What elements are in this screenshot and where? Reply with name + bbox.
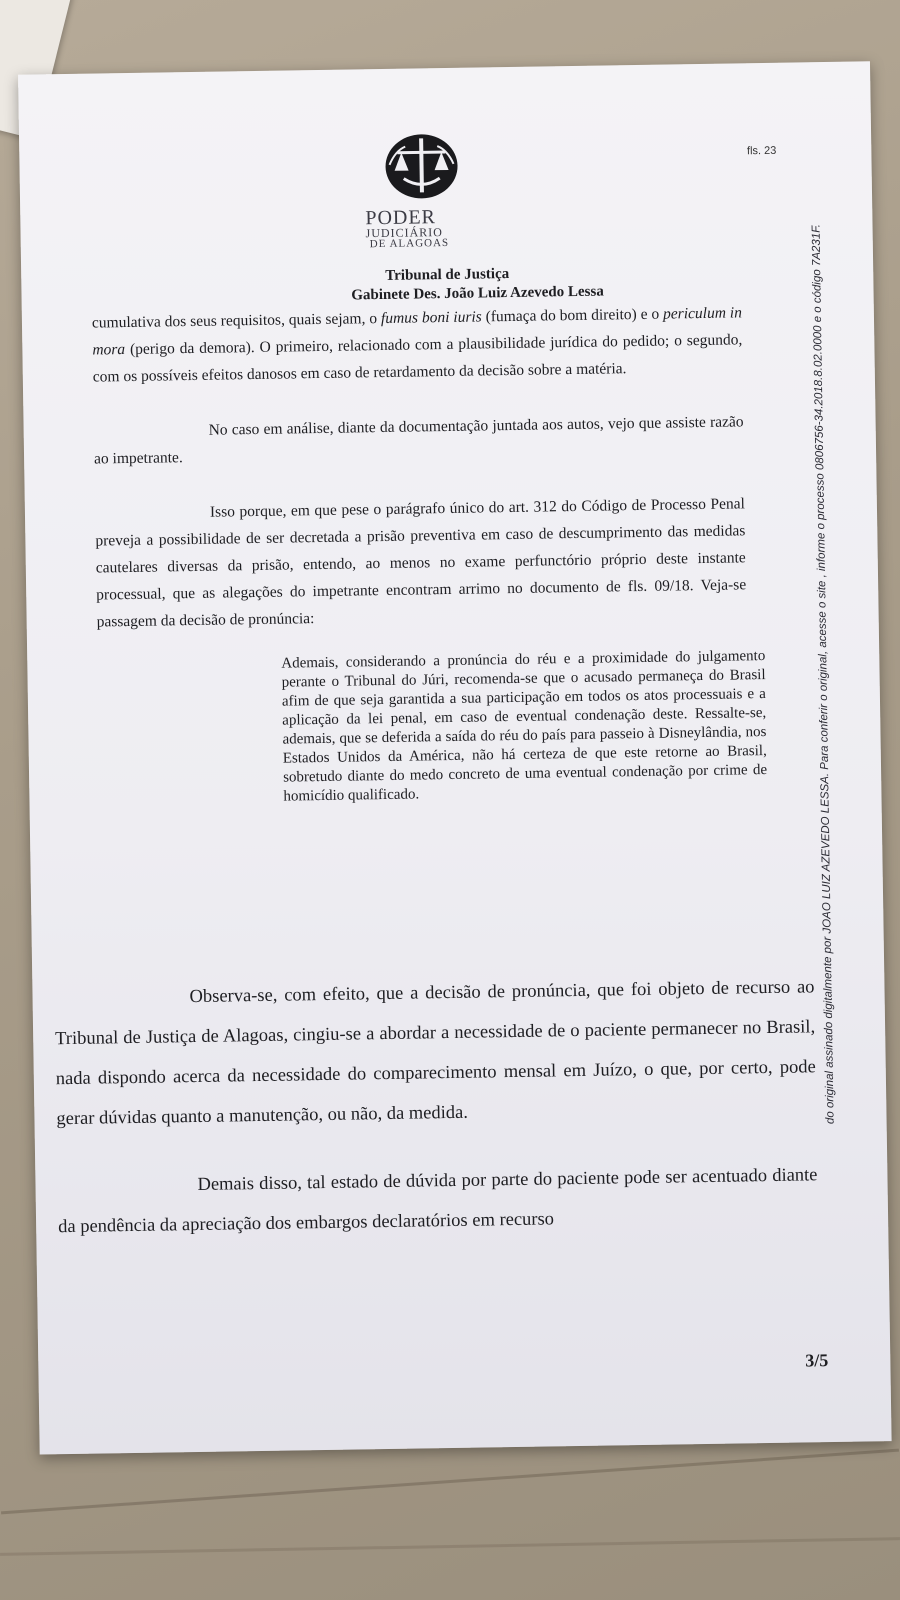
brand-line-judiciario: JUDICIÁRIO — [365, 225, 444, 241]
document-page — [18, 61, 892, 1454]
latin-term: fumus boni iuris — [380, 308, 482, 328]
document-body-continued — [54, 967, 818, 1247]
paragraph-observation: Observa-se, com efeito, que a decisão de pronúncia, que foi objeto de recurso ao Tribunal de Justiça de Alagoas, cingiu-se a abordar a necessidade de o paciente permanecer no Brasil, nada dispondo acerca da necessidade do comparecimento mensal em Juízo, o que, por certo, pode gerar dúvidas quanto a manutenção, ou não, da medida. — [55, 977, 816, 1130]
chamber-name: Gabinete Des. João Luiz Azevedo Lessa — [351, 283, 604, 304]
floor-tile-seam — [0, 1537, 900, 1556]
paragraph-text: (perigo da demora). O primeiro, relacionado com a plausibilidade jurídica do pedido; o segundo, com os possíveis efeitos danosos em caso de retardamento da decisão sobre a matéria. — [92, 331, 743, 386]
court-emblem-icon — [381, 130, 462, 201]
floor-tile-seam — [1, 1449, 899, 1515]
court-name: Tribunal de Justiça — [385, 266, 510, 284]
paragraph-text: (fumaça do bom direito) e o — [481, 305, 664, 326]
folio-number: fls. 23 — [746, 144, 777, 158]
block-quote: Ademais, considerando a pronúncia do réu e a proximidade do julgamento perante o Tribunal do Júri, recomenda-se que o acusado permaneça do Brasil afim de que seja garantida a sua participação em todos os atos processuais e a aplicação da lei penal, em caso de eventual condenação deste. Ressalte-se, ademais, que se deferida a saída do réu do país para passeio à Disneylândia, nos Estados Unidos da América, não há certeza de que este retorne ao Brasil, sobretudo diante do medo concreto de uma eventual condenação por crime de homicídio qualificado. — [281, 648, 768, 805]
brand-line-alagoas: DE ALAGOAS — [369, 237, 450, 251]
latin-term: periculum in mora — [92, 304, 743, 359]
paragraph-text: cumulativa dos seus requisitos, quais sejam, o — [91, 310, 382, 332]
paragraph-reasoning: Isso porque, em que pese o parágrafo único do art. 312 do Código de Processo Penal preveja a possibilidade de ser decretada a prisão preventiva em caso de descumprimento das medidas cautelares diversas da prisão, entendo, ao menos no exame perfunctório próprio deste instante processual, que as alegações do impetrante encontram arrimo no documento de fls. 09/18. Veja-se passagem da decisão de pronúncia: — [95, 495, 747, 631]
digital-signature-note: do original assinado digitalmente por JOAO LUIZ AZEVEDO LESSA. Para conferir o original, acesse o site , informe o processo 0806756-34.2018.8.02.0000 e o código 7A231F. — [810, 223, 837, 1125]
paragraph-requirements — [92, 299, 743, 390]
document-header — [21, 259, 873, 310]
paragraph-doubt: Demais disso, tal estado de dúvida por parte do paciente pode ser acentuado diante da pendência da apreciação dos embargos declaratórios em recurso — [58, 1165, 818, 1238]
document-body — [91, 299, 768, 809]
brand-line-poder: PODER — [365, 206, 437, 230]
court-brand-logo — [365, 207, 486, 250]
paragraph-analysis: No caso em análise, diante da documentação juntada aos autos, vejo que assiste razão ao impetrante. — [93, 413, 744, 468]
page-number: 3/5 — [805, 1350, 829, 1371]
